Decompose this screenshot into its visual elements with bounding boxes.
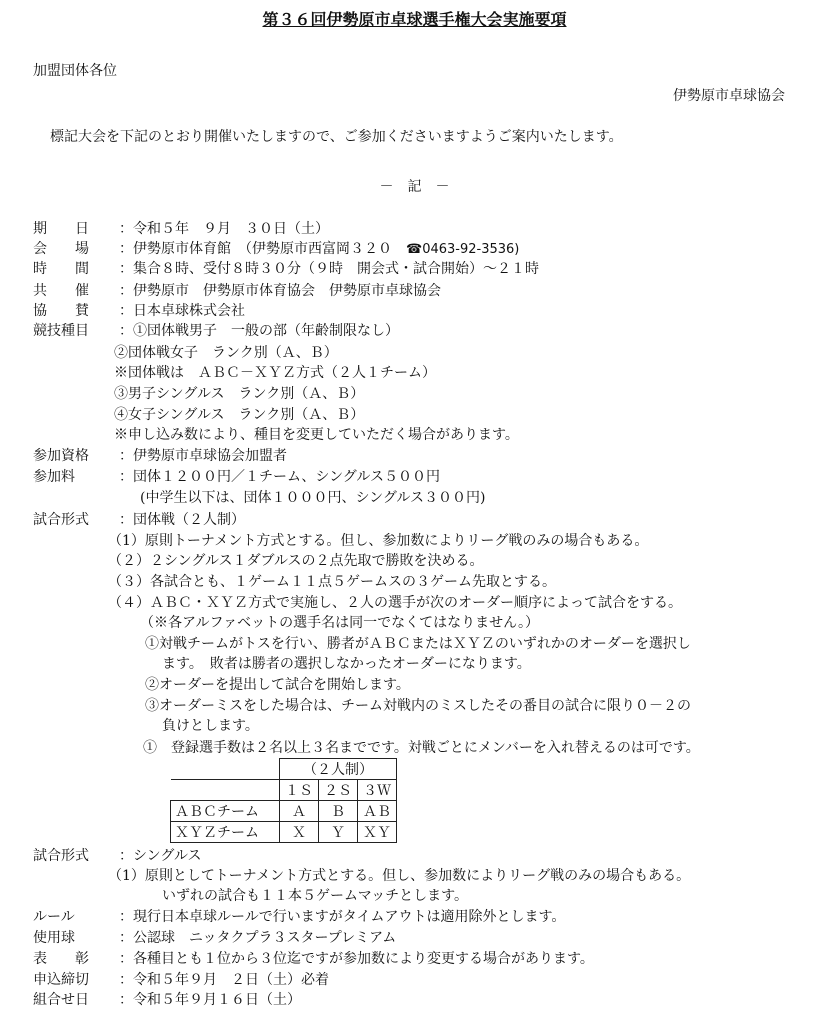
team-format-row bbox=[33, 510, 245, 530]
events-item: ③男子シングルス ランク別（Ａ、Ｂ） bbox=[114, 386, 365, 402]
table-row-team: ＡＢＣチーム bbox=[171, 801, 280, 822]
ball-label: 使用球 bbox=[33, 930, 75, 946]
date-row bbox=[33, 219, 329, 239]
eligibility-value: ：伊勢原市卓球協会加盟者 bbox=[119, 448, 287, 464]
singles-rule: （1）原則としてトーナメント方式とする。但し、参加数によりリーグ戦のみの場合もある。 bbox=[108, 868, 691, 884]
sponsor-row bbox=[33, 301, 245, 321]
singles-format-label: 試合形式 bbox=[33, 848, 89, 864]
order-rule-1-cont: ます。 敗者は勝者の選択しなかったオーダーになります。 bbox=[162, 656, 531, 672]
table-cell: ＡＢ bbox=[358, 801, 397, 822]
venue-phone: ☎0463-92-3536) bbox=[406, 242, 520, 257]
addressee: 加盟団体各位 bbox=[33, 63, 117, 79]
award-value: ：各種目とも１位から３位迄ですが参加数により変更する場合があります。 bbox=[119, 951, 594, 967]
events-row bbox=[33, 321, 399, 341]
fee-note: (中学生以下は、団体１０００円、シングルス３００円) bbox=[140, 490, 486, 506]
table-row bbox=[171, 801, 397, 822]
ki-heading: － 記 － bbox=[379, 179, 450, 195]
team-format-value: ：団体戦（２人制） bbox=[119, 512, 245, 528]
venue-value: ：伊勢原市体育館 （伊勢原市西富岡３２０ bbox=[119, 241, 406, 257]
table-column-header: ３Ｗ bbox=[358, 780, 397, 801]
events-label: 競技種目 bbox=[33, 323, 89, 339]
time-value: ：集合８時、受付８時３０分（９時 開会式・試合開始）～２１時 bbox=[119, 261, 539, 277]
events-item: ※申し込み数により、種目を変更していただく場合があります。 bbox=[114, 427, 519, 443]
singles-format-row bbox=[33, 846, 202, 866]
table-column-header: １Ｓ bbox=[280, 780, 319, 801]
table-header-row bbox=[171, 759, 397, 780]
events-item: ②団体戦女子 ランク別（Ａ、Ｂ） bbox=[114, 345, 338, 361]
date-label: 期 日 bbox=[33, 221, 89, 237]
intro-text: 標記大会を下記のとおり開催いたしますので、ご参加くださいますようご案内いたします。 bbox=[50, 129, 623, 145]
table-cell: Ａ bbox=[280, 801, 319, 822]
award-label: 表 彰 bbox=[33, 951, 89, 967]
team-format-label: 試合形式 bbox=[33, 512, 89, 528]
events-value: ：①団体戦男子 一般の部（年齢制限なし） bbox=[119, 323, 399, 339]
rules-row bbox=[33, 907, 565, 927]
draw-value: ：令和５年９月１６日（土） bbox=[119, 992, 301, 1008]
eligibility-label: 参加資格 bbox=[33, 448, 89, 464]
table-cell: Ｂ bbox=[319, 801, 358, 822]
team-rule: （４）ＡＢＣ・ＸＹＺ方式で実施し、２人の選手が次のオーダー順序によって試合をする。 bbox=[108, 595, 682, 611]
table-cell: Ｙ bbox=[319, 822, 358, 843]
sponsor-label: 協 賛 bbox=[33, 303, 89, 319]
table-row bbox=[171, 822, 397, 843]
deadline-row bbox=[33, 970, 329, 990]
host-row bbox=[33, 281, 441, 301]
registration-note: ① 登録選手数は２名以上３名までです。対戦ごとにメンバーを入れ替えるのは可です。 bbox=[143, 740, 700, 756]
singles-format-value: ：シングルス bbox=[119, 848, 202, 864]
venue-label: 会 場 bbox=[33, 241, 89, 257]
table-corner bbox=[171, 780, 280, 801]
fee-row bbox=[33, 467, 440, 487]
ball-value: ：公認球 ニッタクプラ３スタープレミアム bbox=[119, 930, 397, 946]
order-rule-1: ①対戦チームがトスを行い、勝者がＡＢＣまたはＸＹＺのいずれかのオーダーを選択し bbox=[145, 636, 691, 652]
table-cell: Ｘ bbox=[280, 822, 319, 843]
rules-value: ：現行日本卓球ルールで行いますがタイムアウトは適用除外とします。 bbox=[119, 909, 566, 925]
fee-label: 参加料 bbox=[33, 469, 75, 485]
alphabet-note: （※各アルファベットの選手名は同一でなくてはなりません。） bbox=[140, 615, 539, 631]
deadline-label: 申込締切 bbox=[33, 972, 89, 988]
table-column-header: ２Ｓ bbox=[319, 780, 358, 801]
award-row bbox=[33, 949, 594, 969]
host-label: 共 催 bbox=[33, 283, 89, 299]
eligibility-row bbox=[33, 446, 287, 466]
team-rule: （３）各試合とも、１ゲーム１１点５ゲームスの３ゲーム先取とする。 bbox=[108, 574, 556, 590]
team-rule: （２）２シングルス１ダブルスの２点先取で勝敗を決める。 bbox=[108, 553, 484, 569]
events-item: ※団体戦は ＡＢＣ－ＸＹＺ方式（２人１チーム） bbox=[114, 365, 436, 381]
time-label: 時 間 bbox=[33, 261, 89, 277]
page-title: 第３６回伊勢原市卓球選手権大会実施要項 bbox=[262, 10, 567, 29]
table-header: （２人制） bbox=[280, 759, 397, 780]
rules-label: ルール bbox=[33, 909, 75, 925]
date-value: ：令和５年 ９月 ３０日（土） bbox=[119, 221, 329, 237]
sponsor-value: ：日本卓球株式会社 bbox=[119, 303, 245, 319]
table-columns-row bbox=[171, 780, 397, 801]
order-rule-3-cont: 負けとします。 bbox=[162, 718, 259, 734]
host-value: ：伊勢原市 伊勢原市体育協会 伊勢原市卓球協会 bbox=[119, 283, 441, 299]
draw-row bbox=[33, 990, 301, 1010]
deadline-value: ：令和５年９月 ２日（土）必着 bbox=[119, 972, 329, 988]
time-row bbox=[33, 259, 539, 279]
order-table bbox=[170, 758, 397, 843]
team-rule: （1）原則トーナメント方式とする。但し、参加数によりリーグ戦のみの場合もある。 bbox=[108, 533, 649, 549]
singles-rule-cont: いずれの試合も１１本５ゲームマッチとします。 bbox=[162, 888, 469, 904]
table-corner bbox=[171, 759, 280, 780]
organizer: 伊勢原市卓球協会 bbox=[673, 88, 785, 104]
fee-value: ：団体１２００円／１チーム、シングルス５００円 bbox=[119, 469, 440, 485]
order-rule-3: ③オーダーミスをした場合は、チーム対戦内のミスしたその番目の試合に限り０－２の bbox=[145, 698, 691, 714]
table-cell: ＸＹ bbox=[358, 822, 397, 843]
events-item: ④女子シングルス ランク別（Ａ、Ｂ） bbox=[114, 407, 365, 423]
venue-row bbox=[33, 239, 519, 260]
draw-label: 組合せ日 bbox=[33, 992, 89, 1008]
order-rule-2: ②オーダーを提出して試合を開始します。 bbox=[145, 677, 410, 693]
table-row-team: ＸＹＺチーム bbox=[171, 822, 280, 843]
ball-row bbox=[33, 928, 396, 948]
